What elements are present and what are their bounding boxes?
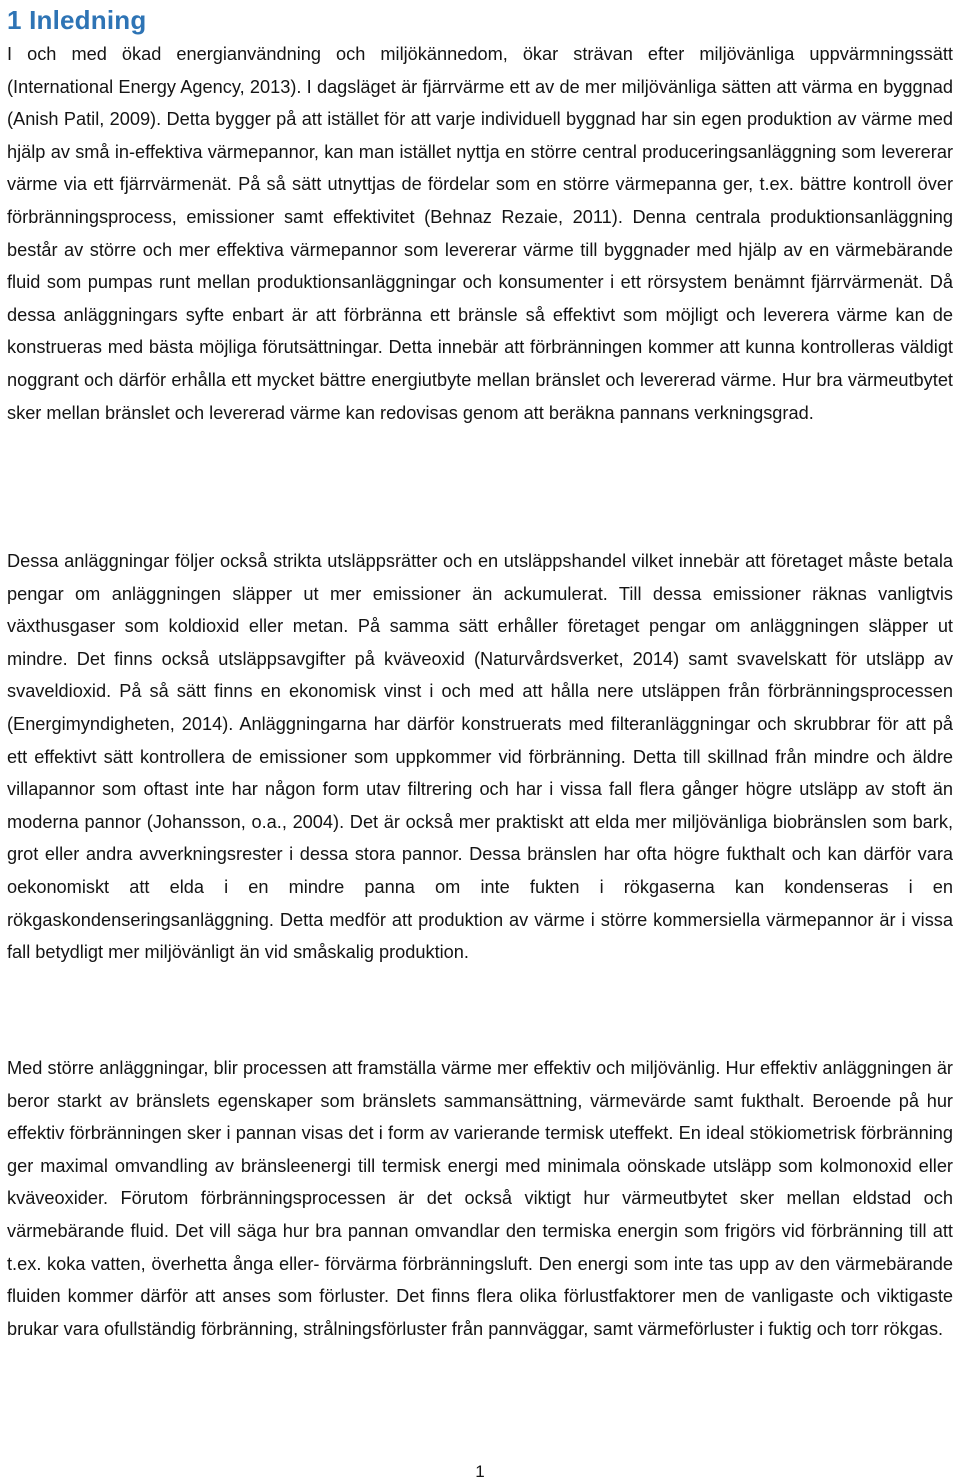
paragraph-intro: I och med ökad energianvändning och miljökännedom, ökar strävan efter miljövänliga uppvärmningssätt (International Energy Agency, 2013). I dagsläget är fjärrvärme ett av de mer miljövänliga sätten att värma en byggnad (Anish Patil, 2009). Detta bygger på att istället för att varje individuell byggnad har sin egen produktion av värme med hjälp av små in-effektiva värmepannor, kan man istället nyttja en större central produceringsanläggning som levererar värme via ett fjärrvärmenät. På så sätt utnyttjas de fördelar som en större värmepanna ger, t.ex. bättre kontroll över förbränningsprocess, emissioner samt effektivitet (Behnaz Rezaie, 2011). Denna centrala produktionsanläggning består av större och mer effektiva värmepannor som levererar värme till byggnader med hjälp av en värmebärande fluid som pumpas runt mellan produktionsanläggningar och konsumenter i ett rörsystem benämnt fjärrvärmenät. Då dessa anläggningars syfte enbart är att förbränna ett bränsle så effektivt som möjligt och leverera värme kan de konstrueras med bästa möjliga förutsättningar. Detta innebär att förbränningen kommer att kunna kontrolleras väldigt noggrant och därför erhålla ett mycket bättre energiutbyte mellan bränslet och levererad värme. Hur bra värmeutbytet sker mellan bränslet och levererad värme kan redovisas genom att beräkna pannans verkningsgrad. [7, 44, 953, 423]
page-number: 1 [475, 1462, 485, 1481]
paragraph-emissions: Dessa anläggningar följer också strikta utsläppsrätter och en utsläppshandel vilket innebär att företaget måste betala pengar om anläggningen släpper ut mer emissioner än ackumulerat. Till dessa emissioner räknas vanligtvis växthusgaser som koldioxid eller metan. På samma sätt erhåller företaget pengar om anläggningen släpper ut mindre. Det finns också utsläppsavgifter på kväveoxid (Naturvårdsverket, 2014) samt svavelskatt för utsläpp av svaveldioxid. På så sätt finns en ekonomisk vinst i och med att hålla nere utsläppen från förbränningsprocessen (Energimyndigheten, 2014). Anläggningarna har därför konstruerats med filteranläggningar och skrubbrar för att på ett effektivt sätt kontrollera de emissioner som uppkommer vid förbränning. Detta till skillnad från mindre och äldre villapannor som oftast inte har någon form utav filtrering och har i vissa fall flera gånger högre utsläpp av stoft än moderna pannor (Johansson, o.a., 2004). Det är också mer praktiskt att elda mer miljövänliga biobränslen som bark, grot eller andra avverkningsrester i dessa stora pannor. Dessa bränslen har ofta högre fukthalt och kan därför vara oekonomiskt att elda i en mindre panna om inte fukten i rökgaserna kan kondenseras i en rökgaskondenseringsanläggning. Detta medför att produktion av värme i större kommersiella värmepannor är i vissa fall betydligt mer miljövänligt än vid småskalig produktion. [7, 551, 953, 963]
section-heading: 1 Inledning [7, 5, 147, 35]
paragraph-efficiency: Med större anläggningar, blir processen att framställa värme mer effektiv och miljövänlig. Hur effektiv anläggningen är beror starkt av bränslets egenskaper som bränslets sammansättning, värmevärde samt fukthalt. Beroende på hur effektiv förbränningen sker i pannan visas det i form av varierande termisk uteffekt. En ideal stökiometrisk förbränning ger maximal omvandling av bränsleenergi till termisk energi med minimala oönskade utsläpp som kolmonoxid eller kväveoxider. Förutom förbränningsprocessen är det också viktigt hur värmeutbytet sker mellan eldstad och värmebärande fluid. Det vill säga hur bra pannan omvandlar den termiska energin som frigörs vid förbränning till att t.ex. koka vatten, överhetta ånga eller- förvärma förbränningsluft. Den energi som inte tas upp av den värmebärande fluiden kommer därför att anses som förluster. Det finns flera olika förlustfaktorer men de vanligaste och viktigaste brukar vara ofullständig förbränning, strålningsförluster från pannväggar, samt värmeförluster i fuktig och torr rökgas. [7, 1058, 953, 1339]
